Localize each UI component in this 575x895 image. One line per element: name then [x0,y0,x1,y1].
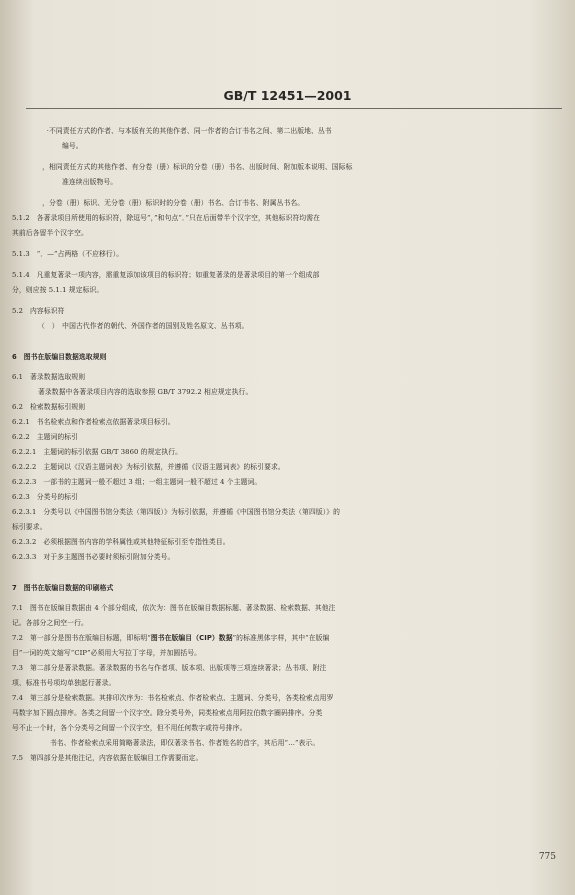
text-line: ，相同责任方式的其他作者、有分卷（册）标识的分卷（册）书名、出版时间、附加版本说明、国际标 [12,160,565,175]
clause-6-2-3-3: 6.2.3.3 对于多主题图书必要时须标引附加分类号。 [12,553,175,561]
clause-7-1: 7.1 图书在版编目数据由 4 个部分组成，依次为：图书在版编目数据标题、著录数据、检索数据、其他注 [12,604,336,612]
header-rule [26,108,562,109]
clause-7-2: 7.2 第一部分是图书在版编目标题，即标明“图书在版编目（CIP）数据”的标准黑体字样，其中“在版编 [12,634,330,642]
cip-title-bold: 图书在版编目（CIP）数据 [150,634,233,642]
text-line: 编号。 [62,142,83,150]
clause-7-5: 7.5 第四部分是其他注记，内容依据在版编目工作需要而定。 [12,754,203,762]
page-number: 775 [538,852,556,862]
section-6-heading: 6 图书在版编目数据选取规则 [12,353,107,361]
clause-6-2: 6.2 检索数据标引规则 [12,403,86,411]
text-line: 项、标准书号项均单独起行著录。 [12,679,116,687]
list-mark: ， [42,199,49,207]
list-mark: · [46,127,49,135]
text-line: （ ） 中国古代作者的朝代、外国作者的国别及姓名原文、丛书项。 [38,322,249,330]
text-line: 其前后各留半个汉字空。 [12,229,88,237]
text-line: ·不同责任方式的作者、与本版有关的其他作者、同一作者的合订书名之间、第二出版地、丛书 [12,124,565,139]
text-line: 准连续出版物号。 [62,178,118,186]
clause-6-1: 6.1 著录数据选取规则 [12,373,86,381]
clause-6-2-2-3: 6.2.2.3 一部书的主题词一般不超过 3 组；一组主题词一般不超过 4 个主题词。 [12,478,262,486]
clause-6-2-1: 6.2.1 书名检索点和作者检索点依据著录项目标引。 [12,418,175,426]
text-line: 著录数据中各著录项目内容的选取参照 GB/T 3792.2 相应规定执行。 [38,388,253,396]
text-line: ，分卷（册）标识、无分卷（册）标识时的分卷（册）书名、合订书名、附属丛书名。 [12,196,565,211]
section-7-heading: 7 图书在版编目数据的印刷格式 [12,584,114,592]
list-mark: ， [42,163,49,171]
clause-5-2: 5.2 内容标识符 [12,307,65,315]
page-header-standard-id: GB/T 12451—2001 [223,88,352,103]
clause-5-1-2: 5.1.2 各著录项目所使用的标识符，除逗号“，”和句点“．”只在后面带半个汉字空，其他标识符均需在 [12,214,321,222]
clause-6-2-2-2: 6.2.2.2 主题词以《汉语主题词表》为标引依据，并遵循《汉语主题词表》的标引要求。 [12,463,285,471]
clause-5-1-3: 5.1.3 “．—”占两格（不应移行）。 [12,250,124,258]
text-line: 马数字加下圆点排序。各类之间留一个汉字空。除分类号外，同类检索点用阿拉伯数字圈码排序。分类 [12,709,323,717]
text-line: 记。各部分之间空一行。 [12,619,88,627]
clause-6-2-3: 6.2.3 分类号的标引 [12,493,79,501]
text-line: 分，则应按 5.1.1 规定标识。 [12,286,104,294]
clause-7-4: 7.4 第三部分是检索数据。其排印次序为：书名检索点、作者检索点、主题词、分类号，各类检索点用罗 [12,694,334,702]
clause-7-3: 7.3 第二部分是著录数据。著录数据的书名与作者项、版本项、出版项等三项连续著录；丛书项、附注 [12,664,327,672]
clause-5-1-4: 5.1.4 凡重复著录一项内容，需重复添加该项目的标识符；如重复著录的是著录项目的第一个组成部 [12,271,320,279]
clause-6-2-2-1: 6.2.2.1 主题词的标引依据 GB/T 3860 的规定执行。 [12,448,183,456]
text-line: 标引要求。 [12,523,47,531]
document-body [12,124,565,766]
clause-6-2-3-2: 6.2.3.2 必须根据图书内容的学科属性或其他特征标引至专指性类目。 [12,538,230,546]
clause-6-2-2: 6.2.2 主题词的标引 [12,433,79,441]
text-line: 书名、作者检索点采用简略著录法，即仅著录书名、作者姓名的首字，其后用“…”表示。 [50,739,320,747]
clause-6-2-3-1: 6.2.3.1 分类号以《中国图书馆分类法（第四版）》为标引依据，并遵循《中国图书馆分类法（第四版）》的 [12,508,341,516]
text-line: 号不止一个时，各个分类号之间留一个汉字空，但不用任何数字或符号排序。 [12,724,247,732]
text-line: 目”一词的英文缩写“CIP”必须用大写拉丁字母，并加圆括号。 [12,649,202,657]
